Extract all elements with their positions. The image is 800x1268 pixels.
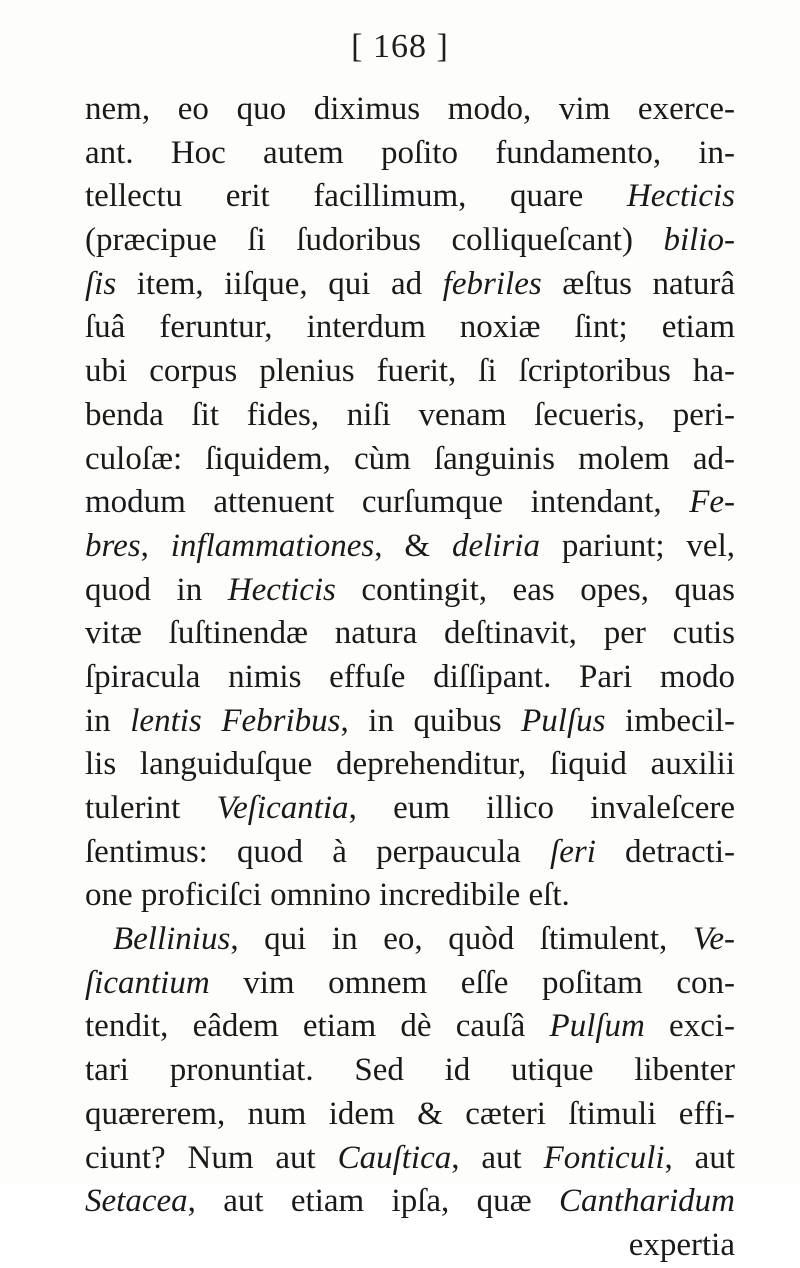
text-line — [85, 438, 735, 482]
text-run: exci- — [644, 1008, 736, 1045]
italic-text: Setacea — [85, 1183, 188, 1220]
text-run: tari pronuntiat. Sed id utique libenter — [85, 1052, 735, 1089]
text-line — [85, 1049, 735, 1093]
text-run: vitæ ſuſtinendæ natura deſtinavit, per cutis — [85, 615, 735, 652]
italic-text: Fe- — [689, 484, 735, 521]
body-text — [85, 88, 735, 1268]
italic-text: lentis Febribus — [130, 702, 341, 739]
italic-text: Fonticuli — [543, 1139, 665, 1176]
text-line — [85, 831, 735, 875]
text-run: modum attenuent curſumque intendant, — [85, 484, 690, 521]
text-line — [85, 874, 735, 918]
text-run: , — [140, 527, 171, 564]
text-line — [85, 350, 735, 394]
italic-text: deliria — [451, 527, 540, 564]
text-run: , qui in eo, quòd ſtimulent, — [230, 921, 693, 958]
text-line — [85, 263, 735, 307]
text-line — [85, 700, 735, 744]
text-line — [85, 525, 735, 569]
text-run: one proficiſci omnino incredibile eſt. — [85, 877, 570, 914]
text-run: æſtus naturâ — [541, 265, 735, 302]
text-run: benda ſit fides, niſi venam ſecueris, peri- — [85, 396, 735, 433]
italic-text: Veſicantia — [216, 790, 349, 826]
italic-text: Pulſum — [549, 1008, 645, 1045]
italic-text: bilio- — [663, 222, 735, 259]
text-run: nem, eo quo diximus modo, vim exerce- — [85, 91, 735, 127]
text-line — [85, 787, 735, 831]
italic-text: Pulſus — [521, 702, 606, 739]
catchword: expertia — [628, 1226, 735, 1263]
italic-text: ſis — [85, 265, 117, 302]
text-run: item, iiſque, qui ad — [116, 265, 443, 302]
text-line — [85, 743, 735, 787]
text-line — [85, 1137, 735, 1181]
text-line — [85, 132, 735, 176]
text-run: quærerem, num idem & cæteri ſtimuli effi- — [85, 1095, 735, 1132]
text-line — [85, 569, 735, 613]
text-run: ant. Hoc autem poſito fundamento, in- — [85, 134, 735, 171]
text-run: , in quibus — [340, 702, 522, 739]
italic-text: Hecticis — [227, 571, 336, 608]
italic-text: Ve- — [692, 921, 735, 958]
text-line — [85, 88, 735, 132]
text-run: in — [85, 702, 131, 739]
italic-text: ſicantium — [85, 964, 210, 1001]
text-run: , aut etiam ipſa, quæ — [187, 1183, 559, 1220]
italic-text: febriles — [442, 265, 542, 302]
text-line — [85, 1180, 735, 1224]
italic-text: bres — [85, 527, 141, 564]
text-line — [85, 394, 735, 438]
text-run: , & — [374, 527, 452, 564]
text-run: vim omnem eſſe poſitam con- — [209, 964, 735, 1001]
text-run: tendit, eâdem etiam dè cauſâ — [85, 1008, 550, 1045]
text-run: ubi corpus plenius fuerit, ſi ſcriptoribus ha- — [85, 353, 735, 390]
text-run: contingit, eas opes, quas — [335, 571, 736, 608]
text-run: culoſæ: ſiquidem, cùm ſanguinis molem ad- — [85, 440, 735, 477]
text-run: pariunt; vel, — [539, 527, 735, 564]
text-run: tulerint — [85, 790, 217, 826]
text-run: , aut — [664, 1139, 735, 1176]
text-run: ſentimus: quod à perpaucula — [85, 833, 551, 870]
text-line — [85, 306, 735, 350]
italic-text: ſeri — [550, 833, 596, 870]
text-line — [85, 656, 735, 700]
text-run: , eum illico invaleſcere — [348, 790, 735, 826]
text-run: imbecil- — [605, 702, 735, 739]
text-line — [85, 612, 735, 656]
text-line — [85, 1005, 735, 1049]
italic-text: Hecticis — [626, 178, 735, 215]
text-line — [85, 219, 735, 263]
text-line — [85, 175, 735, 219]
text-run: ſuâ feruntur, interdum noxiæ ſint; etiam — [85, 309, 735, 346]
text-run: , aut — [451, 1139, 544, 1176]
text-line — [85, 481, 735, 525]
text-line — [85, 962, 735, 1006]
italic-text: Cantharidum — [558, 1183, 735, 1220]
text-run: tellectu erit facillimum, quare — [85, 178, 627, 215]
italic-text: Cauſtica — [337, 1139, 452, 1176]
text-run: lis languiduſque deprehenditur, ſiquid auxilii — [85, 746, 735, 783]
text-run: ſpiracula nimis effuſe diſſipant. Pari modo — [85, 658, 735, 695]
text-run: (præcipue ſi ſudoribus colliqueſcant) — [85, 222, 664, 259]
text-line — [85, 918, 735, 962]
italic-text: Bellinius — [113, 921, 231, 958]
text-run: ciunt? Num aut — [85, 1139, 338, 1176]
text-run: detracti- — [595, 833, 735, 870]
text-line — [85, 1093, 735, 1137]
italic-text: inflammationes — [170, 527, 375, 564]
page-number: [ 168 ] — [351, 28, 449, 65]
text-run: quod in — [85, 571, 228, 608]
